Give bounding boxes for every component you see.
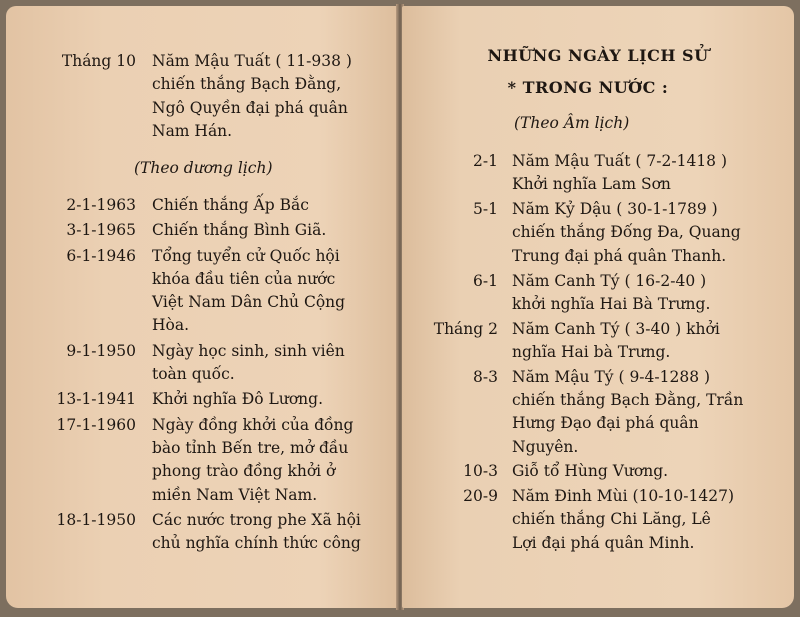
entry-date: Tháng 10 [61,52,136,70]
entry-date: 17-1-1960 [56,415,136,434]
entry-text [152,194,309,217]
entry-date: 5-1 [473,200,498,219]
entry-line: khởi nghĩa Hai Bà Trưng. [512,294,711,313]
entry-line: Hòa. [152,316,190,335]
entry-date: 2-1 [473,152,498,170]
entry-line: Giỗ tổ Hùng Vương. [512,462,669,481]
entry-line: phong trào đồng khởi ở [152,462,336,481]
entry-line: chủ nghĩa chính thức công [152,534,361,553]
entry-line: Năm Đinh Mùi (10-10-1427) [512,487,734,506]
entry-text [152,219,326,242]
entry-line: Các nước trong phe Xã hội [152,510,361,529]
entry-line: chiến thắng Bạch Đằng, Trần [512,390,744,409]
entry-line: Chiến thắng Bình Giã. [152,221,327,240]
entry-date: 6-1 [473,271,498,290]
entry-line: Hưng Đạo đại phá quân [512,414,699,433]
entry-date: 13-1-1941 [56,390,136,409]
entry-line: chiến thắng Bạch Đằng, [152,75,342,94]
entry-date: 3-1-1965 [66,221,136,240]
entry-date: 6-1-1946 [66,246,136,265]
entry-date: Tháng 2 [433,319,498,338]
entry-line: miền Nam Việt Nam. [152,485,318,504]
entry-text [512,318,720,365]
entry-line: Nam Hán. [152,121,233,140]
section-subheading: (Theo Âm lịch) [514,114,630,132]
entry-line: Việt Nam Dân Chủ Cộng [152,293,346,312]
entry-text [512,366,743,459]
entry-line: Tổng tuyển cử Quốc hội [152,246,340,265]
entry-text [512,460,668,483]
entry-text [152,245,345,338]
section-subheading: (Theo dương lịch) [134,159,273,177]
entry-date: 20-9 [463,487,498,506]
entry-line: Năm Mậu Tý ( 9-4-1288 ) [512,367,711,386]
entry-line: bào tỉnh Bến tre, mở đầu [152,438,349,457]
entry-line: Khởi nghĩa Đô Lương. [152,390,323,409]
entry-line: Trung đại phá quân Thanh. [512,246,727,265]
entry-text [152,509,361,556]
entry-date: 18-1-1950 [56,510,136,529]
entry-line: Ngày đồng khởi của đồng [152,415,354,434]
left-page [6,6,398,608]
entry-text [152,388,323,411]
entry-text [152,340,345,387]
entry-line: Nguyên. [512,437,579,456]
entry-date: 8-3 [473,367,498,386]
entry-line: chiến thắng Đống Đa, Quang [512,223,741,242]
entry-line: Năm Canh Tý ( 16-2-40 ) [512,271,707,290]
entry-line: Năm Kỷ Dậu ( 30-1-1789 ) [512,200,718,219]
page-subtitle: * TRONG NƯỚC : [507,78,669,97]
entry-text [512,150,727,197]
entry-text [512,485,734,555]
entry-line: Năm Mậu Tuất ( 7-2-1418 ) [512,152,728,170]
entry-line: khóa đầu tiên của nước [152,269,336,288]
entry-line: Chiến thắng Ấp Bắc [152,196,309,214]
entry-line: toàn quốc. [152,365,235,384]
entry-date: 10-3 [463,462,498,481]
entry-line: chiến thắng Chi Lăng, Lê [512,510,711,529]
entry-line: Khởi nghĩa Lam Sơn [512,175,671,194]
entry-line: Năm Canh Tý ( 3-40 ) khởi [512,319,720,338]
right-page [402,6,794,608]
entry-line: nghĩa Hai bà Trưng. [512,342,671,361]
entry-text [152,50,352,143]
entry-date: 9-1-1950 [66,341,136,360]
page-title: NHỮNG NGÀY LỊCH SỬ [487,46,709,65]
entry-line: Năm Mậu Tuất ( 11-938 ) [152,52,352,70]
entry-text [512,198,741,268]
entry-line: Ngô Quyền đại phá quân [152,98,348,117]
entry-line: Ngày học sinh, sinh viên [152,341,345,360]
entry-line: Lợi đại phá quân Minh. [512,533,695,552]
entry-date: 2-1-1963 [66,196,136,214]
entry-text [512,270,710,317]
entry-text [152,414,353,507]
